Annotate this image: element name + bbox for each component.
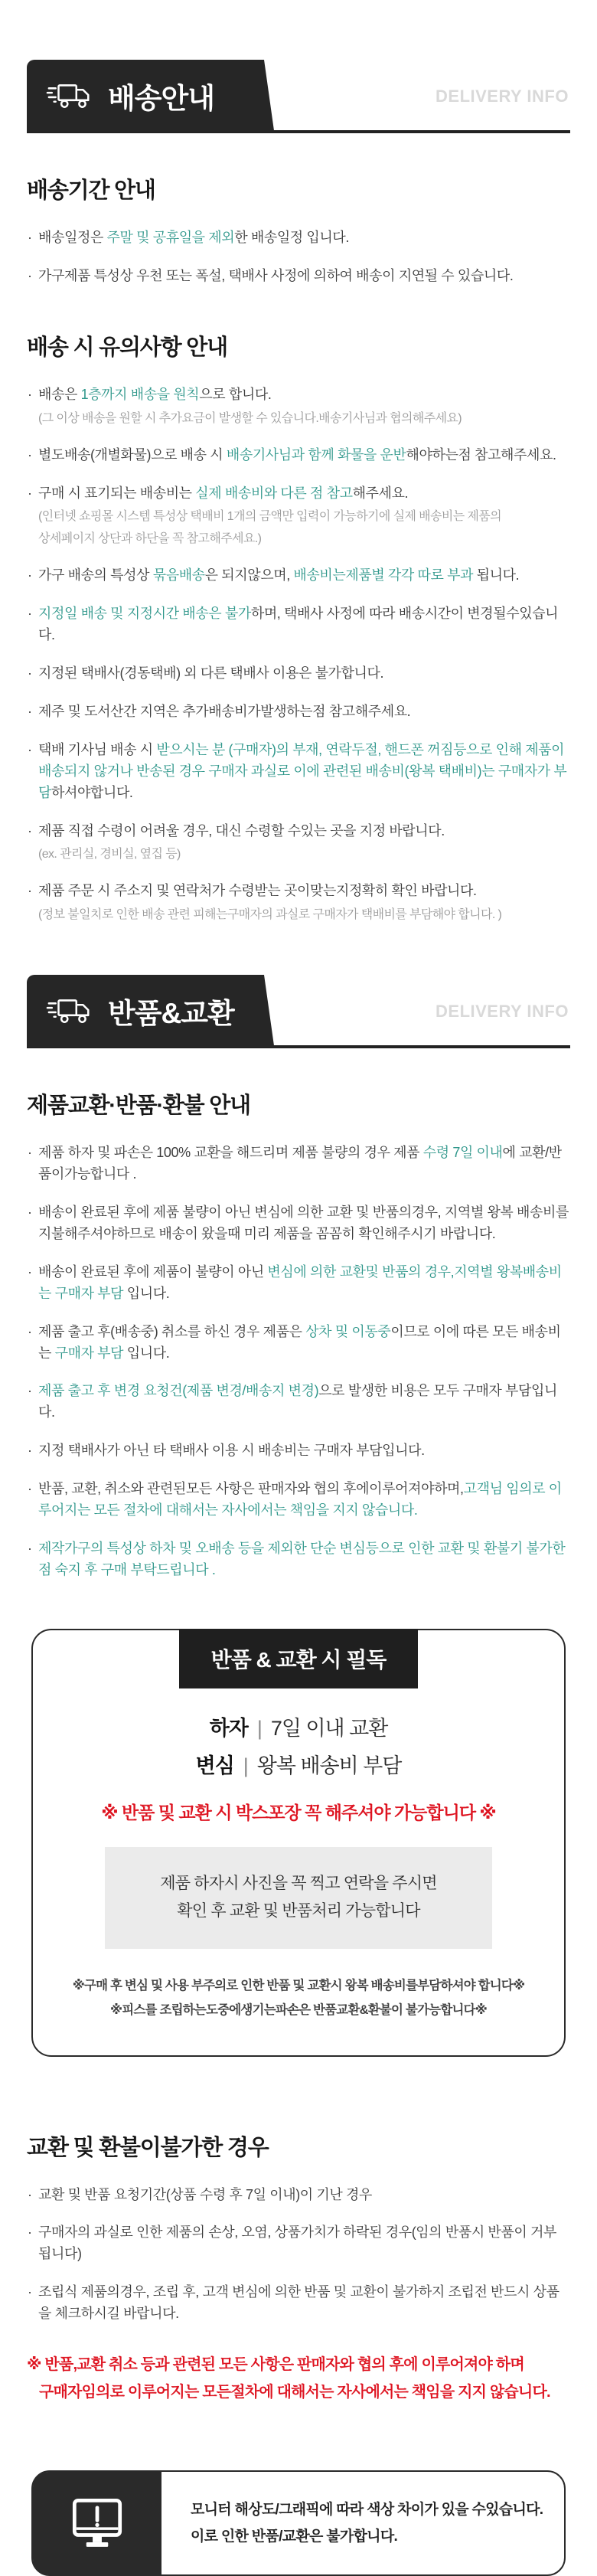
text-line: 모니터 해상도/그래픽에 따라 색상 차이가 있을 수있습니다. [191, 2501, 543, 2518]
text-segment: 배송이 완료된 후에 제품이 불량이 아닌 [38, 1263, 268, 1280]
bullet-dot: · [28, 883, 32, 899]
text-segment: 배송은 [38, 386, 81, 402]
bullet-dot: · [28, 2186, 32, 2202]
text-segment: 실제 배송비와 다른 점 참고 [195, 485, 353, 501]
list-item [27, 881, 570, 924]
text-line: 확인 후 교환 및 반품처리 가능합니다 [177, 1902, 420, 1921]
bullet-dot: · [28, 665, 32, 682]
text-segment: 주말 및 공휴일을 제외 [106, 230, 235, 245]
list-item [27, 1322, 570, 1365]
list-item [27, 1262, 570, 1305]
text-segment: 구매 시 표기되는 배송비는 [38, 485, 196, 501]
bullet-dot: · [28, 741, 32, 757]
sub-note: (인터넷 쇼핑몰 시스템 특성상 택배비 1개의 금액만 입력이 가능하기에 실제 배송비는 제품의 [38, 510, 501, 524]
text-segment: 상차 및 이동중 [305, 1323, 391, 1339]
bullet-dot: · [28, 567, 32, 584]
text-segment: 가구 배송의 특성상 [38, 567, 153, 584]
list-item [27, 565, 570, 587]
text-segment: 제품 직접 수령이 어려울 경우, 대신 수령할 수있는 곳을 지정 바랍니다. [38, 822, 445, 839]
delivery-section-header [27, 60, 570, 133]
list-item [27, 266, 570, 287]
text-line: ※ 반품,교환 취소 등과 관련된 모든 사항은 판매자와 협의 후에 이루어져야 하며 [27, 2356, 524, 2374]
row-term: 하자 [209, 1716, 248, 1740]
bullet-dot: · [28, 1263, 32, 1280]
text-segment: 에 교환/반품이가능합니다 . [38, 1145, 562, 1182]
list-item [27, 2222, 570, 2265]
row-desc: 7일 이내 교환 [270, 1716, 388, 1740]
monitor-icon-panel [33, 2472, 161, 2574]
exchange-refund-list [27, 1143, 570, 1581]
text-line: ※구매 후 변심 및 사용 부주의로 인한 반품 및 교환시 왕복 배송비를부담하셔야 합니다※ [72, 1979, 525, 1993]
list-item [27, 1479, 570, 1522]
no-refund-red-note [27, 2351, 570, 2406]
text-segment: 은 되지않으며, [204, 567, 294, 584]
section-band-subtitle: DELIVERY INFO [436, 1002, 569, 1022]
bullet-dot: · [28, 822, 32, 839]
text-segment: 수령 7일 이내 [422, 1145, 503, 1161]
bullet-dot: · [28, 1145, 32, 1161]
row-term: 변심 [195, 1754, 234, 1777]
list-item [27, 740, 570, 804]
bullet-dot: · [28, 2225, 32, 2241]
no-refund-list [27, 2185, 570, 2325]
heading-delivery-period: 배송기간 안내 [27, 178, 155, 203]
text-segment: 입니다. [123, 1285, 170, 1301]
text-segment: 배송비는제품별 각각 따로 부과 [293, 567, 474, 584]
mustread-graybox [105, 1847, 492, 1950]
mustread-notes [51, 1973, 546, 2022]
sub-note: 상세페이지 상단과 하단을 꼭 참고해주세요.) [38, 532, 262, 546]
text-segment: 해주세요. [352, 485, 409, 501]
text-segment: 별도배송(개별화물)으로 배송 시 [38, 446, 227, 463]
heading-delivery-caution: 배송 시 유의사항 안내 [27, 335, 227, 360]
text-line: ※피스를 조립하는도중에생기는파손은 반품교환&환불이 불가능합니다※ [110, 2003, 487, 2018]
text-segment: 교환 및 반품 요청기간(상품 수령 후 7일 이내)이 기난 경우 [38, 2186, 372, 2202]
bullet-dot: · [28, 704, 32, 720]
bullet-dot: · [28, 485, 32, 501]
delivery-header-badge [27, 60, 252, 132]
text-segment: 배송이 완료된 후에 제품 불량이 아닌 변심에 의한 교환 및 반품의경우, 지역별 왕복 배송비를 지불해주셔야하므로 배송이 왔을때 미리 제품을 꼼꼼히 확인해주시기 바랍니다. [38, 1205, 569, 1242]
list-item [27, 2185, 570, 2206]
heading-no-refund-cases: 교환 및 환불이불가한 경우 [27, 2135, 269, 2160]
mustread-rows [51, 1711, 546, 1779]
text-segment: 1층까지 배송을 원칙 [80, 386, 200, 402]
text-segment: 구매자의 과실로 인한 제품의 손상, 오염, 상품가치가 하락된 경우(임의 반품시 반품이 거부 됩니다) [38, 2225, 556, 2262]
text-segment: 배송기사님과 함께 화물을 운반 [226, 446, 406, 463]
bullet-dot: · [28, 1481, 32, 1497]
sub-note: (정보 불일치로 인한 배송 관련 피해는구매자의 과실로 구매자가 택배비를 부담해야 합니다. ) [38, 908, 502, 922]
text-segment: 구매자 부담 [54, 1345, 124, 1361]
text-segment: 조립식 제품의경우, 조립 후, 고객 변심에 의한 반품 및 교환이 불가하지 조립전 반드시 상품을 체크하시길 바랍니다. [38, 2284, 559, 2322]
text-segment: 반품, 교환, 취소와 관련된모든 사항은 판매자와 협의 후에이루어져야하며, [38, 1481, 464, 1497]
mustread-red-warning: ※ 반품 및 교환 시 박스포장 꼭 해주셔야 가능합니다 ※ [101, 1802, 496, 1822]
list-item [27, 1202, 570, 1245]
bullet-dot: · [28, 1443, 32, 1459]
list-item [27, 1143, 570, 1185]
mustread-row [51, 1711, 546, 1741]
monitor-notice-text [161, 2472, 564, 2574]
text-segment: 가구제품 특성상 우천 또는 폭설, 택배사 사정에 의하여 배송이 지연될 수 있습니다. [38, 267, 514, 283]
text-segment: 해야하는점 참고해주세요. [406, 446, 556, 463]
bullet-dot: · [28, 1323, 32, 1339]
row-separator: | [243, 1754, 248, 1777]
bullet-dot: · [28, 606, 32, 622]
text-segment: 지정일 배송 및 지정시간 배송은 불가 [38, 606, 251, 622]
mustread-box [31, 1629, 566, 2057]
sub-note: (ex. 관리실, 경비실, 옆집 등) [38, 848, 181, 861]
mustread-row [51, 1749, 546, 1779]
list-item [27, 821, 570, 865]
text-segment: 입니다. [123, 1345, 170, 1361]
mustread-box-label: 반품 & 교환 시 필독 [179, 1629, 418, 1688]
list-item [27, 483, 570, 549]
returns-header-badge [27, 975, 252, 1047]
monitor-notice-box [31, 2470, 566, 2576]
text-segment: 제주 및 도서산간 지역은 추가배송비가발생하는점 참고해주세요. [38, 704, 411, 720]
monitor-warning-icon [68, 2494, 126, 2552]
bullet-dot: · [28, 2284, 32, 2300]
list-item [27, 701, 570, 723]
returns-section-header [27, 975, 570, 1048]
text-segment: 하며, 택배사 사정에 따라 배송시간이 변경될수있습니다. [38, 606, 559, 643]
text-segment: 한 배송일정 입니다. [234, 230, 349, 245]
bullet-dot: · [28, 446, 32, 463]
text-segment: 하셔야합니다. [51, 784, 133, 800]
text-segment: 제품 주문 시 주소지 및 연락처가 수령받는 곳이맞는지정확히 확인 바랍니다. [38, 883, 477, 899]
text-segment: 이므로 이에 따른 모든 배송비는 [38, 1323, 561, 1361]
text-segment: 변심에 의한 교환및 반품의 경우,지역별 왕복배송비는 구매자 부담 [38, 1263, 562, 1301]
text-segment: 으로 발생한 비용은 모두 구매자 부담입니다. [38, 1383, 557, 1420]
list-item [27, 1538, 570, 1581]
text-segment: 으로 합니다. [199, 386, 272, 402]
text-segment: 지정된 택배사(경동택배) 외 다른 택배사 이용은 불가합니다. [38, 665, 384, 682]
bullet-dot: · [28, 1383, 32, 1399]
text-segment: 제품 출고 후(배송중) 취소를 하신 경우 제품은 [38, 1323, 306, 1339]
text-segment: 됩니다. [473, 567, 520, 584]
list-item [27, 445, 570, 466]
bullet-dot: · [28, 386, 32, 402]
text-segment: 배송일정은 [38, 230, 107, 245]
delivery-caution-list [27, 384, 570, 925]
text-line: 구매자임의로 이루어지는 모든절차에 대해서는 자사에서는 책임을 지지 않습니다. [39, 2384, 550, 2401]
text-line: 이로 인한 반품/교환은 불가합니다. [191, 2529, 398, 2545]
section-band-title: 반품&교환 [108, 998, 234, 1030]
list-item [27, 603, 570, 646]
heading-exchange-refund: 제품교환·반품·환불 안내 [27, 1093, 250, 1119]
truck-icon [47, 80, 94, 112]
section-band-title: 배송안내 [108, 83, 214, 114]
text-segment: 지정 택배사가 아닌 타 택배사 이용 시 배송비는 구매자 부담입니다. [38, 1443, 425, 1459]
bullet-dot: · [28, 267, 32, 283]
text-segment: 받으시는 분 (구매자)의 부재, 연락두절, 핸드폰 꺼짐등으로 인해 제품이 배송되지 않거나 반송된 경우 구매자 과실로 이에 관련된 배송비(왕복 택배비)는 구매자가 부담 [38, 741, 567, 800]
bullet-dot: · [28, 230, 32, 245]
text-segment: 택배 기사님 배송 시 [38, 741, 157, 757]
text-segment: 제품 하자 및 파손은 100% 교환을 해드리며 제품 불량의 경우 제품 [38, 1145, 423, 1161]
bullet-dot: · [28, 1540, 32, 1556]
text-segment: 묶음배송 [152, 567, 205, 584]
list-item [27, 227, 570, 249]
list-item [27, 1381, 570, 1424]
truck-icon [47, 995, 94, 1027]
bullet-dot: · [28, 1205, 32, 1221]
list-item [27, 2282, 570, 2325]
delivery-period-list [27, 227, 570, 287]
row-separator: | [256, 1716, 262, 1740]
text-line: 제품 하자시 사진을 꼭 찍고 연락을 주시면 [160, 1874, 437, 1892]
list-item [27, 384, 570, 428]
section-band-subtitle: DELIVERY INFO [436, 87, 569, 106]
text-segment: 제작가구의 특성상 하차 및 오배송 등을 제외한 단순 변심등으로 인한 교환 및 환불기 불가한점 숙지 후 구매 부탁드립니다 . [38, 1540, 566, 1577]
text-segment: 고객님 임의로 이루어지는 모든 절차에 대해서는 자사에서는 책임을 지지 않습니다. [38, 1481, 562, 1518]
list-item [27, 663, 570, 685]
row-desc: 왕복 배송비 부담 [256, 1754, 402, 1777]
sub-note: (그 이상 배송을 원할 시 추가요금이 발생할 수 있습니다.배송기사님과 협의해주세요) [38, 411, 462, 425]
list-item [27, 1440, 570, 1462]
text-segment: 제품 출고 후 변경 요청건(제품 변경/배송지 변경) [38, 1383, 319, 1399]
